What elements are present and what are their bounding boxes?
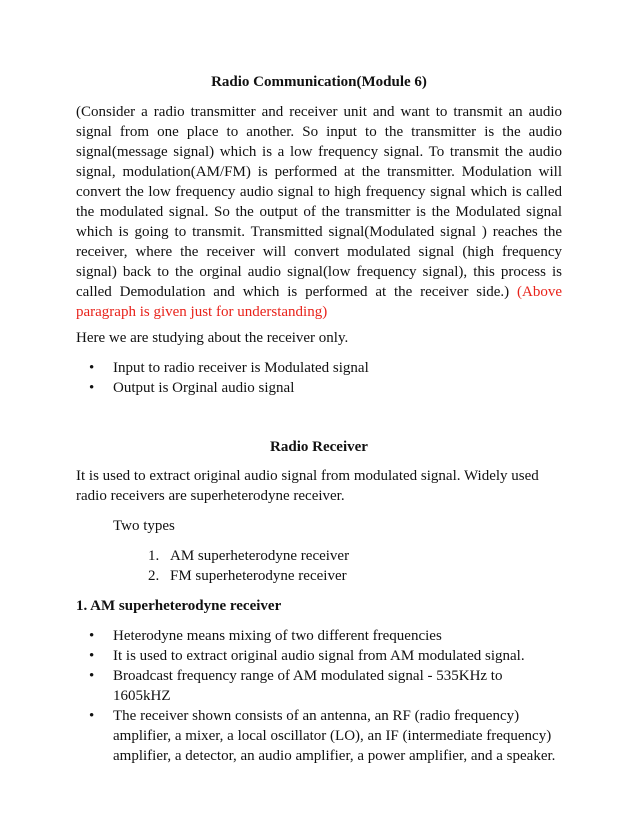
list-item xyxy=(76,626,562,646)
am-receiver-heading: 1. AM superheterodyne receiver xyxy=(76,598,282,614)
receiver-description: It is used to extract original audio signal from modulated signal. Widely used radio receivers are superheterodyne receiver. xyxy=(76,468,539,504)
list-item-text: It is used to extract original audio signal from AM modulated signal. xyxy=(113,648,525,664)
am-bullet-list xyxy=(76,626,562,766)
list-number: 2. xyxy=(148,568,160,584)
list-item-text: The receiver shown consists of an antenna, an RF (radio frequency) amplifier, a mixer, a local oscillator (LO), an IF (intermediate frequency) amplifier, a detector, an audio amplifier, a power amplifier, and a speaker. xyxy=(113,708,556,764)
receiver-heading: Radio Receiver xyxy=(270,439,368,455)
list-item-text: FM superheterodyne receiver xyxy=(170,568,347,584)
list-item xyxy=(148,546,562,566)
list-item-text: AM superheterodyne receiver xyxy=(170,548,350,564)
list-item-text: Input to radio receiver is Modulated signal xyxy=(113,360,369,376)
bullet-icon: • xyxy=(89,360,95,376)
bullet-icon: • xyxy=(89,648,95,664)
list-item-text: Heterodyne means mixing of two different frequencies xyxy=(113,628,442,644)
list-item xyxy=(76,378,562,398)
intro-note: (Above paragraph is given just for understanding) xyxy=(76,284,563,320)
page-title: Radio Communication(Module 6) xyxy=(211,74,427,90)
list-item xyxy=(76,706,562,766)
list-item-text: Output is Orginal audio signal xyxy=(113,380,295,396)
intro-paragraph xyxy=(76,102,562,322)
list-number: 1. xyxy=(148,548,160,564)
list-item xyxy=(76,358,562,378)
list-item xyxy=(76,646,562,666)
bullet-icon: • xyxy=(89,628,95,644)
list-item-text: Broadcast frequency range of AM modulated signal - 535KHz to 1605kHZ xyxy=(113,668,503,704)
bullet-icon: • xyxy=(89,708,95,724)
io-bullet-list xyxy=(76,358,562,398)
intro-text: (Consider a radio transmitter and receiver unit and want to transmit an audio signal from one place to another. So input to the transmitter is the audio signal(message signal) which is a low frequency signal. To transmit the audio signal, modulation(AM/FM) is performed at the transmitter. Modulation will convert the low frequency audio signal to high frequency signal which is called the modulated signal. So the output of the transmitter is the Modulated signal which is going to transmit. Transmitted signal(Modulated signal ) reaches the receiver, where the receiver will convert modulated signal (high frequency signal) back to the orginal audio signal(low frequency signal), this process is called Demodulation and which is performed at the receiver side.) xyxy=(76,104,562,300)
bullet-icon: • xyxy=(89,668,95,684)
receiver-only-text: Here we are studying about the receiver only. xyxy=(76,330,349,346)
types-list xyxy=(148,546,562,586)
bullet-icon: • xyxy=(89,380,95,396)
two-types-label: Two types xyxy=(113,518,175,534)
list-item xyxy=(76,666,562,706)
list-item xyxy=(148,566,562,586)
